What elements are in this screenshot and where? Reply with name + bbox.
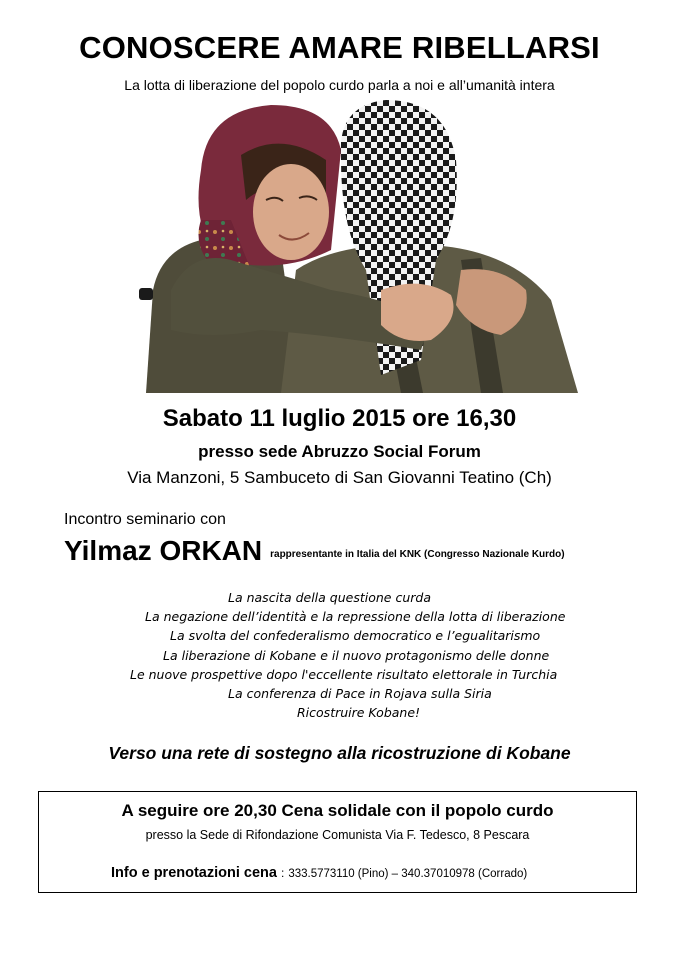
dinner-title: A seguire ore 20,30 Cena solidale con il popolo curdo: [121, 801, 554, 820]
event-date: Sabato 11 luglio 2015 ore 16,30: [162, 405, 517, 432]
topic-item: Ricostruire Kobane!: [297, 705, 421, 720]
topic-item: La conferenza di Pace in Rojava sulla Siria: [228, 686, 492, 701]
event-address: Via Manzoni, 5 Sambuceto di San Giovanni Teatino (Ch): [127, 468, 552, 487]
dinner-info: [111, 864, 527, 882]
speaker-name: Yilmaz ORKAN: [64, 535, 263, 566]
poster-title: CONOSCERE AMARE RIBELLARSI: [79, 30, 600, 65]
seminar-intro: Incontro seminario con: [64, 511, 226, 528]
embrace-photo: [131, 100, 578, 393]
dinner-box: [38, 791, 637, 893]
topic-item: La negazione dell’identità e la repressione della lotta di liberazione: [145, 609, 566, 624]
info-label: Info e prenotazioni cena: [111, 865, 277, 881]
motto: Verso una rete di sostegno alla ricostruzione di Kobane: [108, 743, 571, 763]
topic-item: La svolta del confederalismo democratico e l’egualitarismo: [170, 628, 541, 643]
speaker-role: rappresentante in Italia del KNK (Congresso Nazionale Kurdo): [270, 549, 565, 560]
dinner-address: presso la Sede di Rifondazione Comunista Via F. Tedesco, 8 Pescara: [145, 828, 530, 842]
topic-item: Le nuove prospettive dopo l'eccellente risultato elettorale in Turchia: [130, 667, 558, 682]
poster-subtitle: La lotta di liberazione del popolo curdo parla a noi e all’umanità intera: [124, 77, 555, 93]
speaker-line: [64, 535, 565, 567]
topic-item: La nascita della questione curda: [228, 590, 431, 605]
topic-item: La liberazione di Kobane e il nuovo protagonismo delle donne: [163, 648, 550, 663]
info-separator: :: [280, 866, 285, 880]
event-venue: presso sede Abruzzo Social Forum: [198, 442, 481, 461]
info-phones: 333.5773110 (Pino) – 340.37010978 (Corrado): [288, 868, 528, 880]
